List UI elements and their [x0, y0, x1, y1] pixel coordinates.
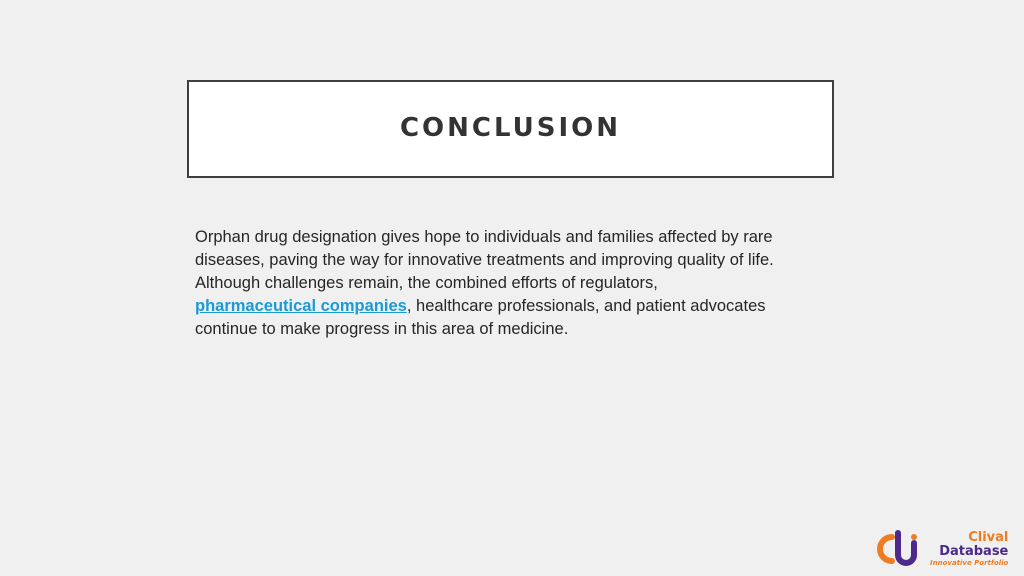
paragraph-text-before-link: Orphan drug designation gives hope to individuals and families affected by rare diseases, paving the way for innovative treatments and improving quality of life. Although challenges remain, the combined efforts of regulators,: [195, 228, 774, 292]
logo-line-clival: Clival: [968, 530, 1009, 545]
clival-database-logo: [872, 527, 1012, 571]
logo-tagline: Innovative Portfolio: [930, 559, 1009, 567]
clival-logo-icon: [872, 529, 928, 569]
logo-text: [930, 531, 1008, 567]
title-box: [187, 80, 834, 178]
logo-line-database: Database: [939, 544, 1009, 559]
conclusion-paragraph: [195, 226, 820, 341]
paragraph-text-after-link: , healthcare professionals, and patient advocates continue to make progress in this area of medicine.: [195, 297, 766, 338]
pharmaceutical-companies-link[interactable]: pharmaceutical companies: [195, 297, 407, 315]
slide-title: CONCLUSION: [399, 113, 622, 143]
